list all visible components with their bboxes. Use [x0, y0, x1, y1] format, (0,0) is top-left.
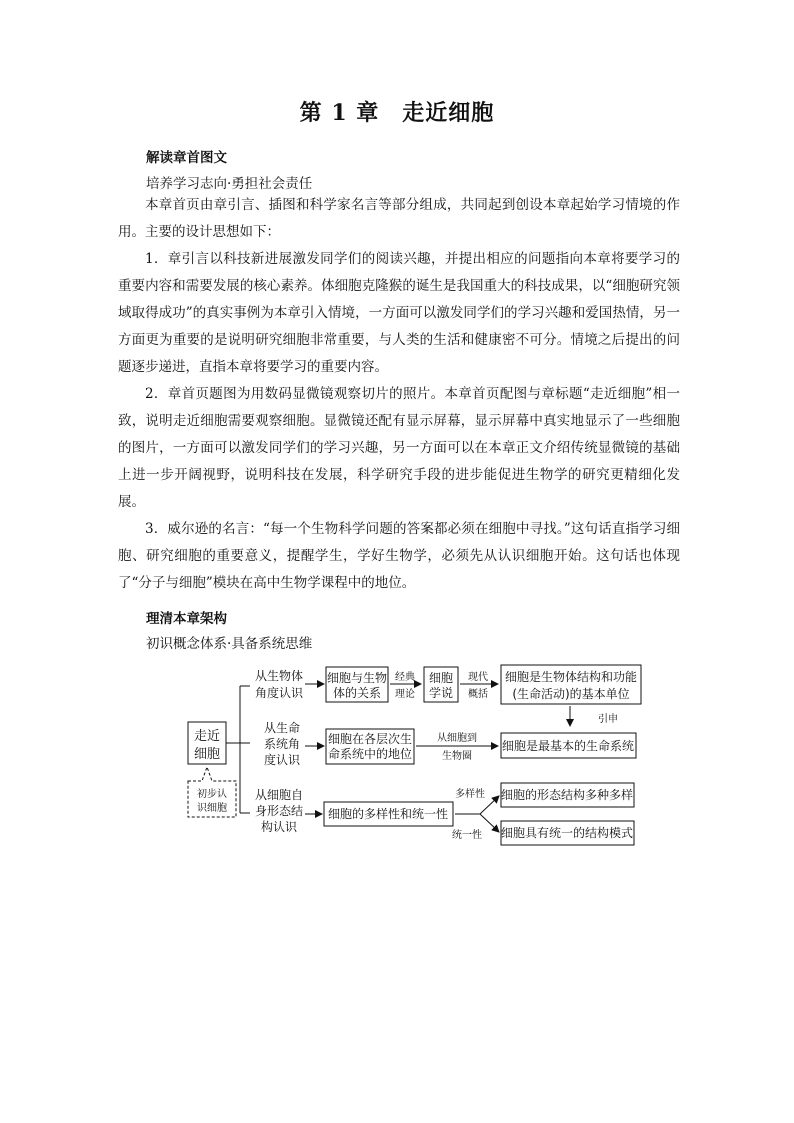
label-yinshen: 引申: [598, 714, 618, 725]
label-xiandai-1: 现代: [468, 672, 488, 683]
label-jingdian-1: 经典: [395, 672, 415, 683]
root-line2: 细胞: [193, 747, 221, 762]
box-basic-unit-2: (生命活动)的基本单位: [512, 687, 630, 701]
branch3-line2: 身形态结: [254, 804, 304, 818]
box-xueshuo-1: 细胞: [428, 671, 454, 685]
box-basic-unit-1: 细胞是生物体结构和功能: [504, 670, 638, 684]
branch2-line3: 度认识: [263, 753, 301, 767]
note-line1: 初步认: [197, 789, 227, 800]
box-basic-system-text: 细胞是最基本的生命系统: [501, 739, 635, 753]
branch2-line2: 系统角: [263, 737, 301, 751]
paragraph-1: 1．章引言以科技新进展激发同学们的阅读兴趣，并提出相应的问题指向本章将要学习的重要内容和需要发展的核心素养。体细胞克隆猴的诞生是我国重大的科技成果，以“细胞研究领域取得成功”的真实事例为本章引入情境，一方面可以激发同学们的学习兴趣和爱国热情，另一方面更为重要的是说明研究细胞非常重要，与人类的生活和健康密不可分。情境之后提出的问题逐步递进，直指本章将要学习的重要内容。: [118, 251, 680, 375]
branch1-line2: 角度认识: [254, 686, 304, 700]
label-cong-2: 生物圈: [442, 751, 472, 762]
section-subheading-2: 初识概念体系·具备系统思维: [146, 636, 313, 652]
box-b3-text: 细胞的多样性和统一性: [327, 807, 449, 821]
label-jingdian-2: 理论: [395, 689, 415, 700]
label-tongyi: 统一性: [452, 830, 482, 841]
chapter-title: 第 1 章 走近细胞: [299, 100, 495, 126]
paragraph-3: 3．威尔逊的名言：“每一个生物科学问题的答案都必须在细胞中寻找。”这句话直指学习细胞、研究细胞的重要意义，提醒学生，学好生物学，必须先从认识细胞开始。这句话也体现了“分子与细胞”模块在高中生物学课程中的地位。: [118, 521, 680, 591]
section-heading-2: 理清本章架构: [146, 611, 227, 627]
section-subheading-1: 培养学习志向·勇担社会责任: [146, 176, 313, 192]
box-xueshuo-2: 学说: [428, 686, 454, 700]
box-b1-line1: 细胞与生物: [326, 671, 388, 685]
box-b2-line1: 细胞在各层次生: [327, 732, 413, 746]
box-b2-line2: 命系统中的地位: [327, 747, 413, 761]
box-diverse-text: 细胞的形态结构多种多样: [500, 788, 634, 802]
intro-paragraph: 本章首页由章引言、插图和科学家名言等部分组成，共同起到创设本章起始学习情境的作用。主要的设计思想如下：: [118, 197, 680, 240]
label-cong-1: 从细胞到: [437, 733, 477, 744]
note-line2: 识细胞: [197, 803, 227, 814]
label-xiandai-2: 概括: [468, 689, 488, 700]
box-unified-text: 细胞具有统一的结构模式: [500, 826, 634, 840]
section-heading-1: 解读章首图文: [146, 150, 227, 166]
paragraph-2: 2．章首页题图为用数码显微镜观察切片的照片。本章首页配图与章标题“走近细胞”相一致，说明走近细胞需要观察细胞。显微镜还配有显示屏幕，显示屏幕中真实地显示了一些细胞的图片，一方面可以激发同学们的学习兴趣，另一方面可以在本章正文介绍传统显微镜的基础上进一步开阔视野，说明科技在发展，科学研究手段的进步能促进生物学的研究更精细化发展。: [118, 386, 680, 510]
root-line1: 走近: [193, 729, 221, 744]
box-b1-line2: 体的关系: [332, 686, 382, 700]
label-duoyang: 多样性: [455, 789, 485, 800]
branch1-line1: 从生物体: [254, 669, 304, 683]
branch3-line3: 构认识: [260, 820, 298, 834]
branch2-line1: 从生命: [263, 721, 301, 735]
branch3-line1: 从细胞自: [254, 788, 304, 802]
